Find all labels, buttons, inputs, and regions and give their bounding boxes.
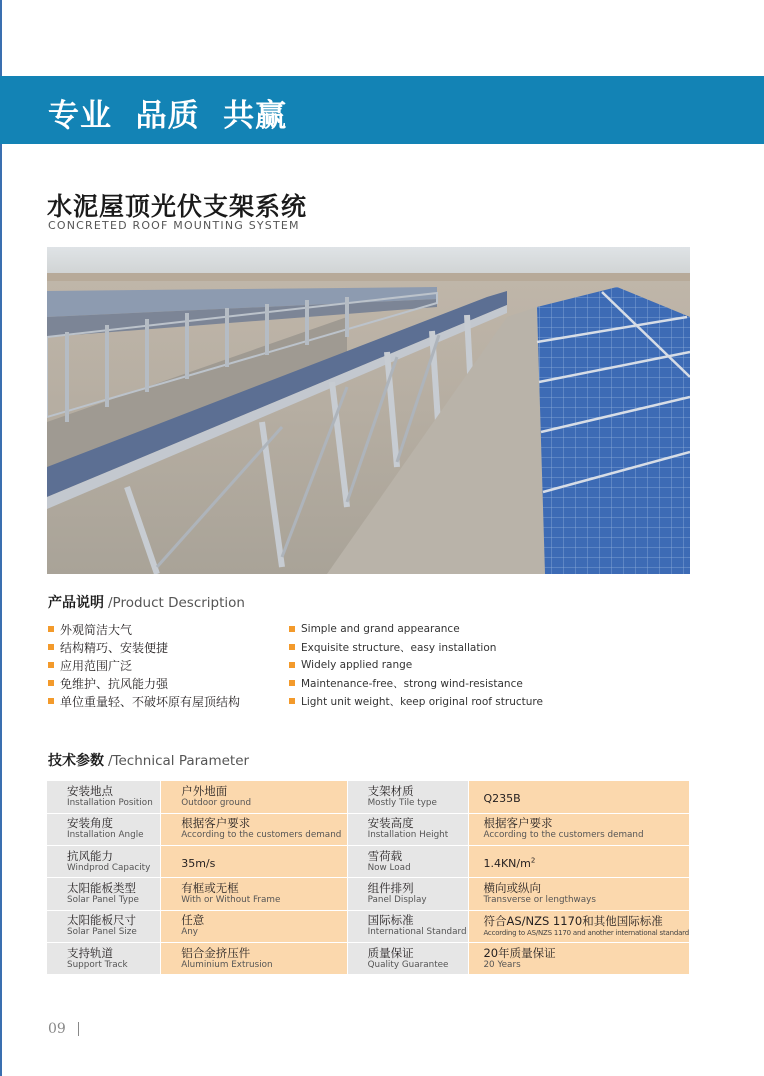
list-item-text: Exquisite structure、easy installation bbox=[301, 641, 497, 654]
param-value: Q235B bbox=[469, 781, 689, 813]
list-item bbox=[289, 620, 543, 638]
list-item bbox=[289, 656, 543, 674]
table-row bbox=[47, 878, 689, 910]
param-value: 根据客户要求 According to the customers demand bbox=[469, 813, 689, 845]
list-item-text: 外观简洁大气 bbox=[60, 622, 133, 637]
description-heading-cn: 产品说明 bbox=[48, 595, 104, 611]
table-row bbox=[47, 846, 689, 878]
param-label: 安装地点 Installation Position bbox=[47, 781, 161, 813]
table-row bbox=[47, 781, 689, 813]
page-footer bbox=[48, 1021, 79, 1037]
header-banner bbox=[0, 76, 764, 144]
bullet-square-icon bbox=[289, 698, 295, 704]
list-item-text: 免维护、抗风能力强 bbox=[60, 676, 169, 691]
param-label: 抗风能力 Windprod Capacity bbox=[47, 846, 161, 878]
list-item-text: Light unit weight、keep original roof structure bbox=[301, 695, 543, 708]
list-item-text: Maintenance-free、strong wind-resistance bbox=[301, 677, 523, 690]
bullet-square-icon bbox=[289, 626, 295, 632]
param-value: 根据客户要求 According to the customers demand bbox=[161, 813, 347, 845]
param-label: 质量保证 Quality Guarantee bbox=[347, 942, 469, 974]
table-row bbox=[47, 813, 689, 845]
section-title: 水泥屋顶光伏支架系统 bbox=[47, 192, 308, 221]
list-item-text: Simple and grand appearance bbox=[301, 623, 460, 635]
param-value: 任意 Any bbox=[161, 910, 347, 942]
product-photo bbox=[47, 247, 690, 574]
param-value: $1.4KN/m^2$ bbox=[469, 846, 689, 878]
list-item bbox=[289, 692, 543, 710]
param-value: 符合AS/NZS 1170和其他国际标准 According to AS/NZS 1170 and another international standard bbox=[469, 910, 689, 942]
list-item bbox=[289, 638, 543, 656]
parameter-table bbox=[47, 781, 689, 975]
param-value: 铝合金挤压件 Aluminium Extrusion bbox=[161, 942, 347, 974]
list-item bbox=[48, 692, 240, 710]
bullet-square-icon bbox=[289, 662, 295, 668]
list-item-text: 结构精巧、安装便捷 bbox=[60, 640, 169, 655]
bullet-square-icon bbox=[48, 644, 54, 650]
technical-heading-cn: 技术参数 bbox=[48, 753, 104, 769]
param-value: 35m/s bbox=[161, 846, 347, 878]
page-number: 09 bbox=[48, 1021, 66, 1037]
technical-heading bbox=[48, 750, 249, 770]
list-item-text: 应用范围广泛 bbox=[60, 658, 133, 673]
param-label: 雪荷载 Now Load bbox=[347, 846, 469, 878]
table-row bbox=[47, 910, 689, 942]
banner-slogan: 专业 品质 共赢 bbox=[48, 98, 288, 134]
bullet-square-icon bbox=[48, 662, 54, 668]
param-label: 太阳能板尺寸 Solar Panel Size bbox=[47, 910, 161, 942]
feature-list-cn bbox=[48, 620, 240, 710]
param-label: 支持轨道 Support Track bbox=[47, 942, 161, 974]
description-heading bbox=[48, 592, 245, 612]
list-item bbox=[289, 674, 543, 692]
param-value: 20年质量保证 20 Years bbox=[469, 942, 689, 974]
param-label: 支架材质 Mostly Tile type bbox=[347, 781, 469, 813]
param-label: 安装角度 Installation Angle bbox=[47, 813, 161, 845]
description-heading-en: /Product Description bbox=[108, 595, 245, 611]
list-item-text: 单位重量轻、不破坏原有屋顶结构 bbox=[60, 694, 241, 709]
section-subtitle: CONCRETED ROOF MOUNTING SYSTEM bbox=[48, 219, 300, 232]
param-label: 安装高度 Installation Height bbox=[347, 813, 469, 845]
technical-heading-en: /Technical Parameter bbox=[108, 753, 250, 769]
param-value: 户外地面 Outdoor ground bbox=[161, 781, 347, 813]
list-item bbox=[48, 620, 240, 638]
bullet-square-icon bbox=[48, 626, 54, 632]
feature-list-en bbox=[289, 620, 543, 710]
param-value: 横向或纵向 Transverse or lengthways bbox=[469, 878, 689, 910]
param-label: 国际标准 International Standard bbox=[347, 910, 469, 942]
bullet-square-icon bbox=[48, 680, 54, 686]
param-value: 有框或无框 With or Without Frame bbox=[161, 878, 347, 910]
bullet-square-icon bbox=[289, 644, 295, 650]
list-item bbox=[48, 656, 240, 674]
bullet-square-icon bbox=[289, 680, 295, 686]
list-item bbox=[48, 674, 240, 692]
param-label: 组件排列 Panel Display bbox=[347, 878, 469, 910]
bullet-square-icon bbox=[48, 698, 54, 704]
footer-divider bbox=[78, 1022, 79, 1036]
list-item bbox=[48, 638, 240, 656]
param-label: 太阳能板类型 Solar Panel Type bbox=[47, 878, 161, 910]
page-edge-rule bbox=[0, 0, 2, 1076]
list-item-text: Widely applied range bbox=[301, 659, 413, 671]
table-row bbox=[47, 942, 689, 974]
